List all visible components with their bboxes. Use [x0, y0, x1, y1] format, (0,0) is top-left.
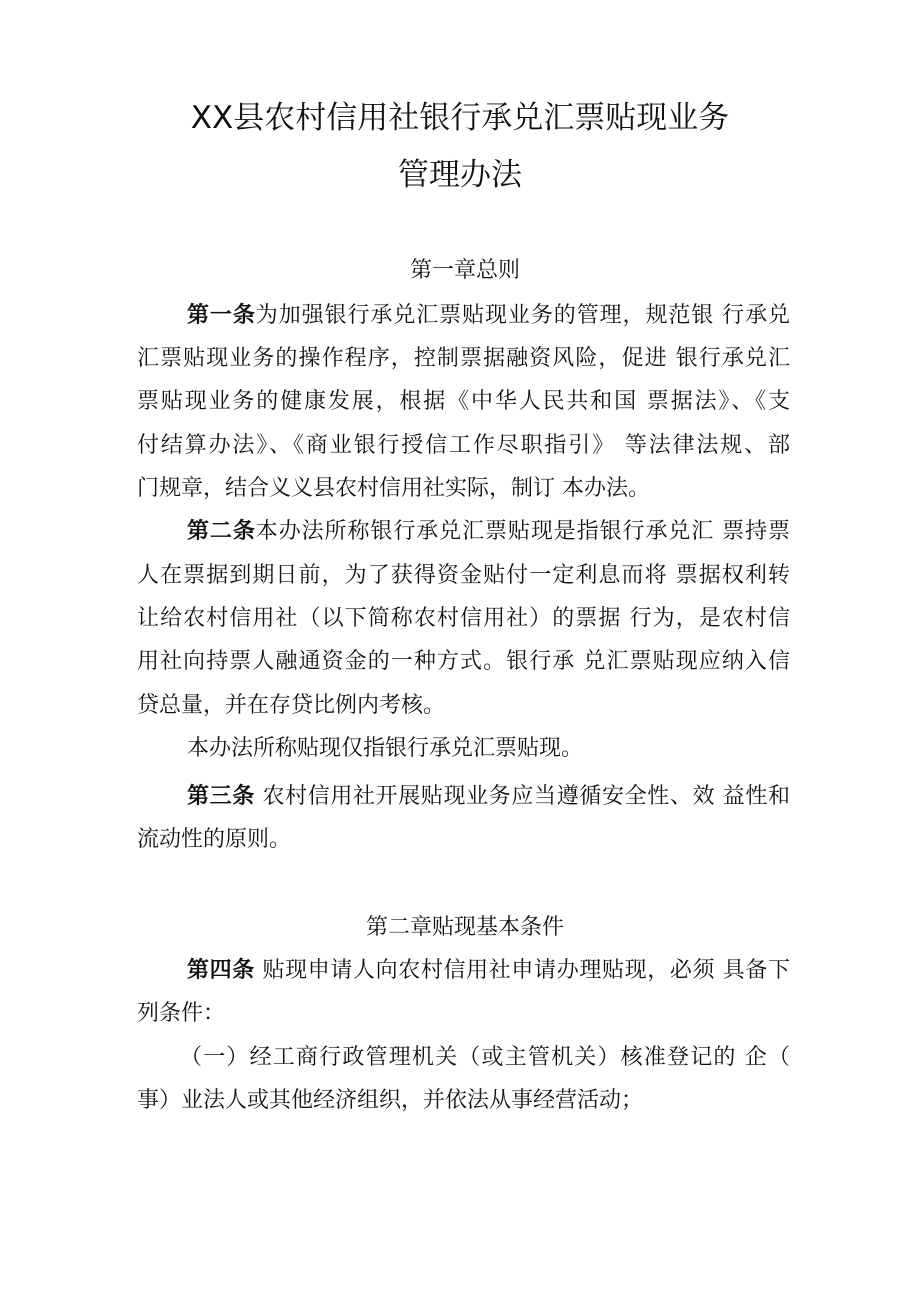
scope-note: 本办法所称贴现仅指银行承兑汇票贴现。: [187, 736, 584, 761]
article1-text: 为加强银行承兑汇票贴现业务的管理，规范银 行承兑: [255, 303, 790, 328]
document-title-line2: 管理办法: [398, 157, 522, 193]
article4-line: [187, 955, 790, 987]
article3-label: 第三条: [187, 784, 255, 809]
article3-line: 流动性的原则。: [137, 827, 292, 852]
article2-text: 本办法所称银行承兑汇票贴现是指银行承兑汇 票持票: [255, 519, 790, 544]
article2-line: 用社向持票人融通资金的一种方式。银行承 兑汇票贴现应纳入信: [137, 649, 790, 674]
article2-label: 第二条: [187, 519, 256, 544]
article2-line: [187, 516, 790, 548]
article2-line: 让给农村信用社（以下简称农村信用社）的票据 行为，是农村信: [137, 606, 790, 631]
article2-line: 人在票据到期日前，为了获得资金贴付一定利息而将 票据权利转: [137, 563, 790, 588]
chapter1-heading: 第一章总则: [409, 258, 520, 283]
article1-line: 门规章，结合义义县农村信用社实际，制订 本办法。: [137, 476, 650, 501]
article1-line: 汇票贴现业务的操作程序，控制票据融资风险，促进 银行承兑汇: [137, 346, 790, 371]
article1-label: 第一条: [187, 303, 256, 328]
article1-line: [187, 300, 790, 332]
condition-item-1-line: （一）经工商行政管理机关（或主管机关）核准登记的 企（: [180, 1045, 790, 1070]
article2-line: 贷总量，并在存贷比例内考核。: [137, 693, 446, 718]
article3-line: [187, 781, 790, 813]
condition-item-1-line: 事）业法人或其他经济组织，并依法从事经营活动；: [137, 1088, 644, 1113]
article4-label: 第四条: [187, 958, 255, 983]
document-title-line1: XX县农村信用社银行承兑汇票贴现业务: [190, 100, 730, 136]
article4-line: 列条件：: [137, 1001, 226, 1026]
article1-line: 付结算办法》、《商业银行授信工作尽职指引》 等法律法规、部: [137, 433, 790, 458]
article3-text: 农村信用社开展贴现业务应当遵循安全性、效 益性和: [254, 784, 790, 809]
chapter2-heading: 第二章贴现基本条件: [365, 915, 564, 940]
article4-text: 贴现申请人向农村信用社申请办理贴现，必须 具备下: [254, 958, 790, 983]
article1-line: 票贴现业务的健康发展，根据《中华人民共和国 票据法》、《支: [137, 389, 790, 414]
